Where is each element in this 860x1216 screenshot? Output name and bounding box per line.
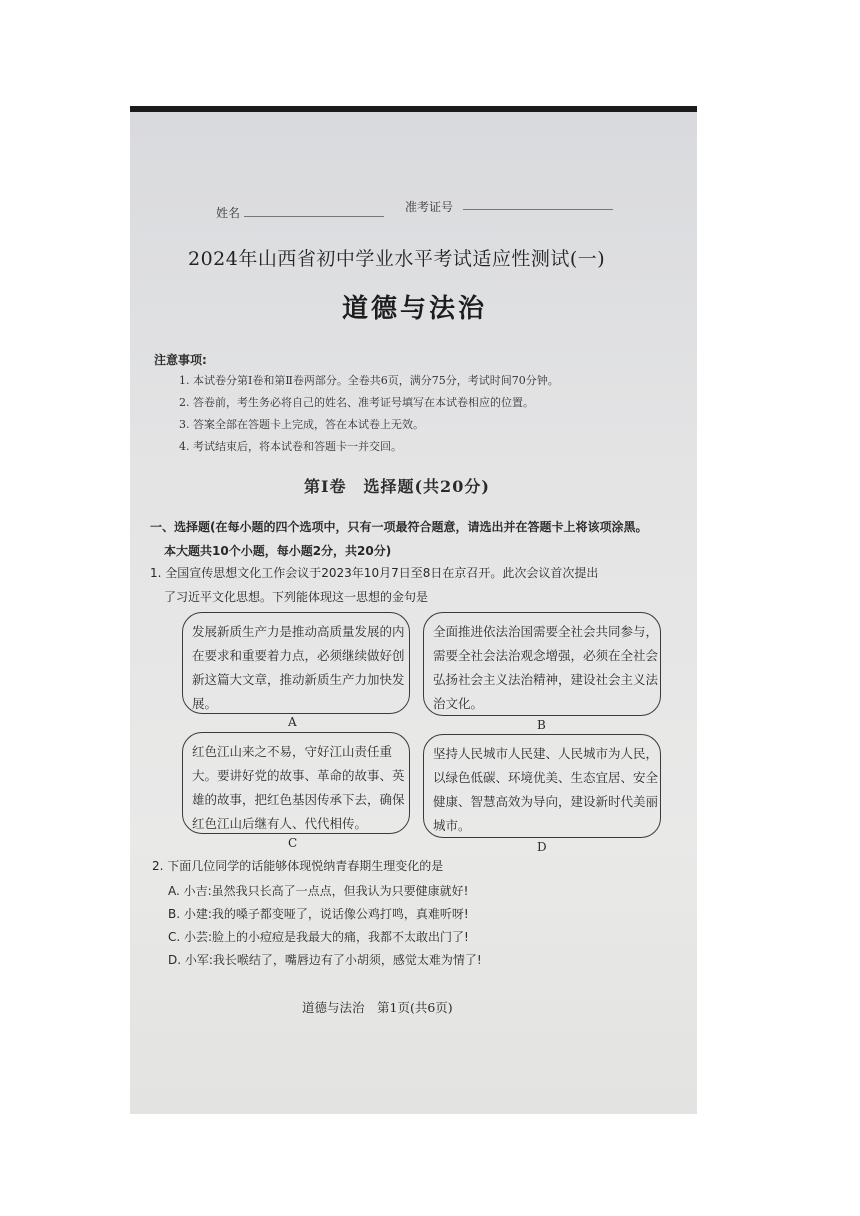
notes-heading: 注意事项: (154, 353, 207, 367)
q1-option-c-letter: C (288, 836, 298, 850)
q2-choice-b: B. 小建:我的嗓子都变哑了，说话像公鸡打鸣，真难听呀! (168, 907, 469, 921)
exam-id-label: 准考证号 (405, 200, 454, 214)
q1-option-b-text: 全面推进依法治国需要全社会共同参与，需要全社会法治观念增强，必须在全社会弘扬社会主义法治精神，建设社会主义法治文化。 (433, 624, 659, 711)
exam-id-underline (463, 209, 613, 210)
q1-option-b-box (423, 612, 661, 716)
q1-option-c-box (182, 732, 410, 834)
q1-option-a-letter: A (288, 715, 297, 729)
q1-option-d-letter: D (537, 840, 547, 854)
note-item: 3. 答案全部在答题卡上完成，答在本试卷上无效。 (179, 418, 424, 431)
q2-choice-a: A. 小吉:虽然我只长高了一点点，但我认为只要健康就好! (168, 884, 469, 898)
note-item: 4. 考试结束后，将本试卷和答题卡一并交回。 (179, 440, 402, 453)
q1-option-d-box (423, 734, 661, 838)
page-footer: 道德与法治 第1页(共6页) (302, 1000, 453, 1015)
q1-option-b-letter: B (537, 718, 546, 732)
q2-choice-c: C. 小芸:脸上的小痘痘是我最大的痛，我都不太敢出门了! (168, 930, 469, 944)
note-item: 1. 本试卷分第Ⅰ卷和第Ⅱ卷两部分。全卷共6页，满分75分，考试时间70分钟。 (179, 374, 559, 387)
exam-sheet (130, 112, 697, 1114)
q1-stem-line-2: 了习近平文化思想。下列能体现这一思想的金句是 (164, 590, 429, 604)
subject-title: 道德与法治 (342, 294, 488, 324)
q1-option-d-text: 坚持人民城市人民建、人民城市为人民，以绿色低碳、环境优美、生态宜居、安全健康、智慧高效为导向，建设新时代美丽城市。 (433, 746, 659, 833)
q1-option-a-box (182, 612, 410, 714)
q1-option-a-text: 发展新质生产力是推动高质量发展的内在要求和重要着力点，必须继续做好创新这篇大文章，推动新质生产力加快发展。 (192, 624, 405, 711)
exam-photo (130, 106, 697, 1114)
instructions-line-1: 一、选择题(在每小题的四个选项中，只有一项最符合题意，请选出并在答题卡上将该项涂黑。 (150, 520, 648, 534)
q1-option-c-text: 红色江山来之不易，守好江山责任重大。要讲好党的故事、革命的故事、英雄的故事，把红色基因传承下去，确保红色江山后继有人、代代相传。 (192, 744, 405, 831)
q2-choice-d: D. 小军:我长喉结了，嘴唇边有了小胡须，感觉太难为情了! (168, 953, 482, 967)
name-underline (244, 216, 384, 217)
name-label: 姓名 (216, 206, 241, 220)
q2-stem: 2. 下面几位同学的话能够体现悦纳青春期生理变化的是 (152, 859, 444, 873)
instructions-line-2: 本大题共10个小题，每小题2分，共20分) (164, 544, 392, 558)
exam-title: 2024年山西省初中学业水平考试适应性测试(一) (188, 248, 606, 270)
section-title: 第Ⅰ卷 选择题(共20分) (304, 477, 490, 496)
q1-stem-line-1: 1. 全国宣传思想文化工作会议于2023年10月7日至8日在京召开。此次会议首次提出 (150, 566, 599, 580)
note-item: 2. 答卷前，考生务必将自己的姓名、准考证号填写在本试卷相应的位置。 (179, 396, 534, 409)
